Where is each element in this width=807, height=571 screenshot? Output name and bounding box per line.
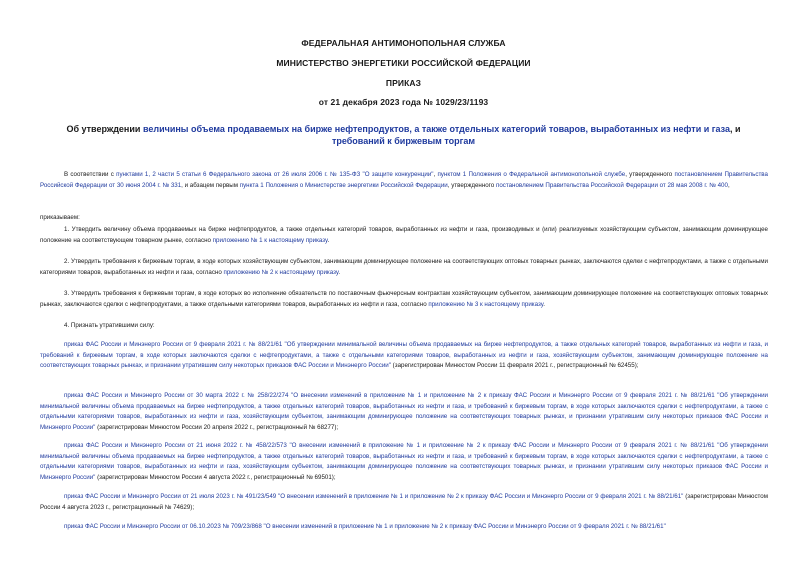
link-repealed-order-1[interactable]: приказ ФАС России и Минэнерго России от 9 февраля 2021 г. № 88/21/61 "Об утверждении минимальной величины объема продаваемых на бирже нефтепродуктов, а также отдельных категорий товаров, выработанных из нефти и газа, и требований к биржевым торгам, в ходе которых заключаются сделки с нефтепродуктами, а также с отдельными категориями товаров, выработанных из нефти и газа, хозяйствующим субъектом, занимающим доминирующее положение на соответствующих товарных рынках, и признании утратившим силу некоторых приказов ФАС России и Минэнерго России" (40, 341, 768, 370)
title-mid: , и (730, 124, 741, 134)
repealed-order-2 (40, 391, 768, 433)
link-resolution-331[interactable]: постановлением Правительства Российской Федерации от 30 июня 2004 г. № 331 (40, 171, 768, 189)
preamble-text: , утвержденного (625, 171, 675, 178)
link-repealed-order-4[interactable]: приказ ФАС России и Минэнерго России от 21 июля 2023 г. № 491/23/549 "О внесении изменений в приложение № 1 и приложение № 2 к приказу ФАС России и Минэнерго России от 9 февраля 2021 г. № 88/21/61" (64, 493, 684, 500)
item-2 (40, 257, 768, 278)
item-text: . (327, 236, 330, 244)
repealed-order-4 (40, 492, 768, 513)
title-link-volume[interactable]: величины объема продаваемых на бирже нефтепродуктов, а также отдельных категорий товаров, выработанных из нефти и газа (142, 124, 730, 134)
link-appendix-3[interactable]: приложению № 3 к настоящему приказу (428, 300, 544, 308)
link-repealed-order-2[interactable]: приказ ФАС России и Минэнерго России от 30 марта 2022 г. № 258/22/274 "О внесении изменений в приложение № 1 и приложение № 2 к приказу ФАС России и Минэнерго России от 9 февраля 2021 г. № 88/21/61 "Об утверждении минимальной величины объема продаваемых на бирже нефтепродуктов, а также отдельных категорий товаров, выработанных из нефти и газа, и требований к биржевым торгам, в ходе которых заключаются сделки с нефтепродуктами, а также с отдельными категориями товаров, выработанных из нефти и газа, хозяйствующим субъектом, занимающим доминирующее положение на соответствующих товарных рынках, и признании утратившим силу некоторых приказов ФАС России и Минэнерго России" (40, 392, 768, 431)
item-text: 2. Утвердить требования к биржевым торгам, в ходе которых хозяйствующим субъектом, занимающим доминирующее положение на соответствующих оптовых товарных рынках, заключаются сделки с нефтепродуктами, а также с отдельными категориями товаров, выработанных из нефти и газа, согласно (40, 258, 768, 276)
repealed-order-5 (40, 522, 768, 533)
item-3 (40, 289, 768, 310)
preamble-text: В соответствии с (64, 171, 117, 178)
repealed-note: (зарегистрирован Минюстом России 4 августа 2023 г., регистрационный № 74629); (40, 493, 768, 511)
item-text: 1. Утвердить величину объема продаваемых на бирже нефтепродуктов, а также отдельных категорий товаров, выработанных из нефти и газа, производимых и (или) реализуемых хозяйствующим субъектом, занимающим доминирующее положение на соответствующем товарном рынке, согласно (40, 226, 768, 244)
link-law-135fz[interactable]: пунктами 1, 2 части 5 статьи 6 Федерального закона от 26 июля 2006 г. № 135-ФЗ "О защите конкуренции" (116, 171, 434, 178)
item-text: . (543, 300, 545, 308)
item-1 (40, 225, 768, 246)
repealed-note: (зарегистрирован Минюстом России 4 августа 2022 г., регистрационный № 69501); (95, 473, 336, 481)
preamble-text: , утвержденного (447, 181, 496, 189)
repealed-note: (зарегистрирован Минюстом России 20 апреля 2022 г., регистрационный № 68277); (95, 423, 339, 431)
item-text: 3. Утвердить требования к биржевым торгам, в ходе которых во исполнение обязательств по поставочным фьючерсным контрактам хозяйствующим субъектом, занимающим доминирующее положение на соответствующих оптовых товарных рынках, заключаются сделки с нефтепродуктами, а также отдельными категориями товаров, выработанных из нефти и газа, согласно (40, 290, 768, 308)
agency-heading: ФЕДЕРАЛЬНАЯ АНТИМОНОПОЛЬНАЯ СЛУЖБА (301, 38, 506, 48)
link-fas-regulation[interactable]: пунктом 1 Положения о Федеральной антимонопольной службе (437, 171, 626, 178)
preamble-text: , и абзацем первым (181, 181, 240, 189)
repealed-order-1 (40, 340, 768, 372)
repealed-note: (зарегистрирован Минюстом России 11 февраля 2021 г., регистрационный № 62455); (390, 362, 639, 370)
ministry-heading: МИНИСТЕРСТВО ЭНЕРГЕТИКИ РОССИЙСКОЙ ФЕДЕРАЦИИ (276, 58, 531, 68)
link-resolution-400[interactable]: постановлением Правительства Российской Федерации от 28 мая 2008 г. № 400 (495, 181, 728, 189)
preamble-text: , (727, 181, 730, 189)
link-repealed-order-3[interactable]: приказ ФАС России и Минэнерго России от 21 июня 2022 г. № 458/22/573 "О внесении изменений в приложение № 1 и приложение № 2 к приказу ФАС России и Минэнерго России от 9 февраля 2021 г. № 88/21/61 "Об утверждении минимальной величины объема продаваемых на бирже нефтепродуктов, а также отдельных категорий товаров, выработанных из нефти и газа, и требований к биржевым торгам, в ходе которых заключаются сделки с нефтепродуктами, а также с отдельными категориями товаров, выработанных из нефти и газа, хозяйствующим субъектом, занимающим доминирующее положение на соответствующих товарных рынках, и признании утратившим силу некоторых приказов ФАС России и Минэнерго России" (40, 442, 768, 481)
date-number-heading: от 21 декабря 2023 года № 1029/23/1193 (318, 97, 489, 107)
order-word: приказываем: (40, 214, 80, 221)
title-prefix: Об утверждении (66, 124, 143, 134)
link-appendix-1[interactable]: приложению № 1 к настоящему приказу (212, 236, 328, 244)
preamble-paragraph (40, 170, 768, 191)
item-4: 4. Признать утратившими силу: (64, 322, 155, 329)
preamble-text: , (433, 171, 438, 178)
page-title (40, 123, 767, 147)
link-repealed-order-5[interactable]: приказ ФАС России и Минэнерго России от 06.10.2023 № 709/23/868 "О внесении изменений в приложение № 1 и приложение № 2 к приказу ФАС России и Минэнерго России от 9 февраля 2021 г. № 88/21/61" (64, 523, 666, 530)
item-text: . (338, 268, 341, 276)
link-minenergo-regulation[interactable]: пункта 1 Положения о Министерстве энергетики Российской Федерации (239, 181, 448, 189)
title-link-requirements[interactable]: требований к биржевым торгам (331, 136, 476, 146)
doc-type-heading: ПРИКАЗ (385, 78, 422, 88)
repealed-order-3 (40, 441, 768, 483)
link-appendix-2[interactable]: приложению № 2 к настоящему приказу (223, 268, 339, 276)
